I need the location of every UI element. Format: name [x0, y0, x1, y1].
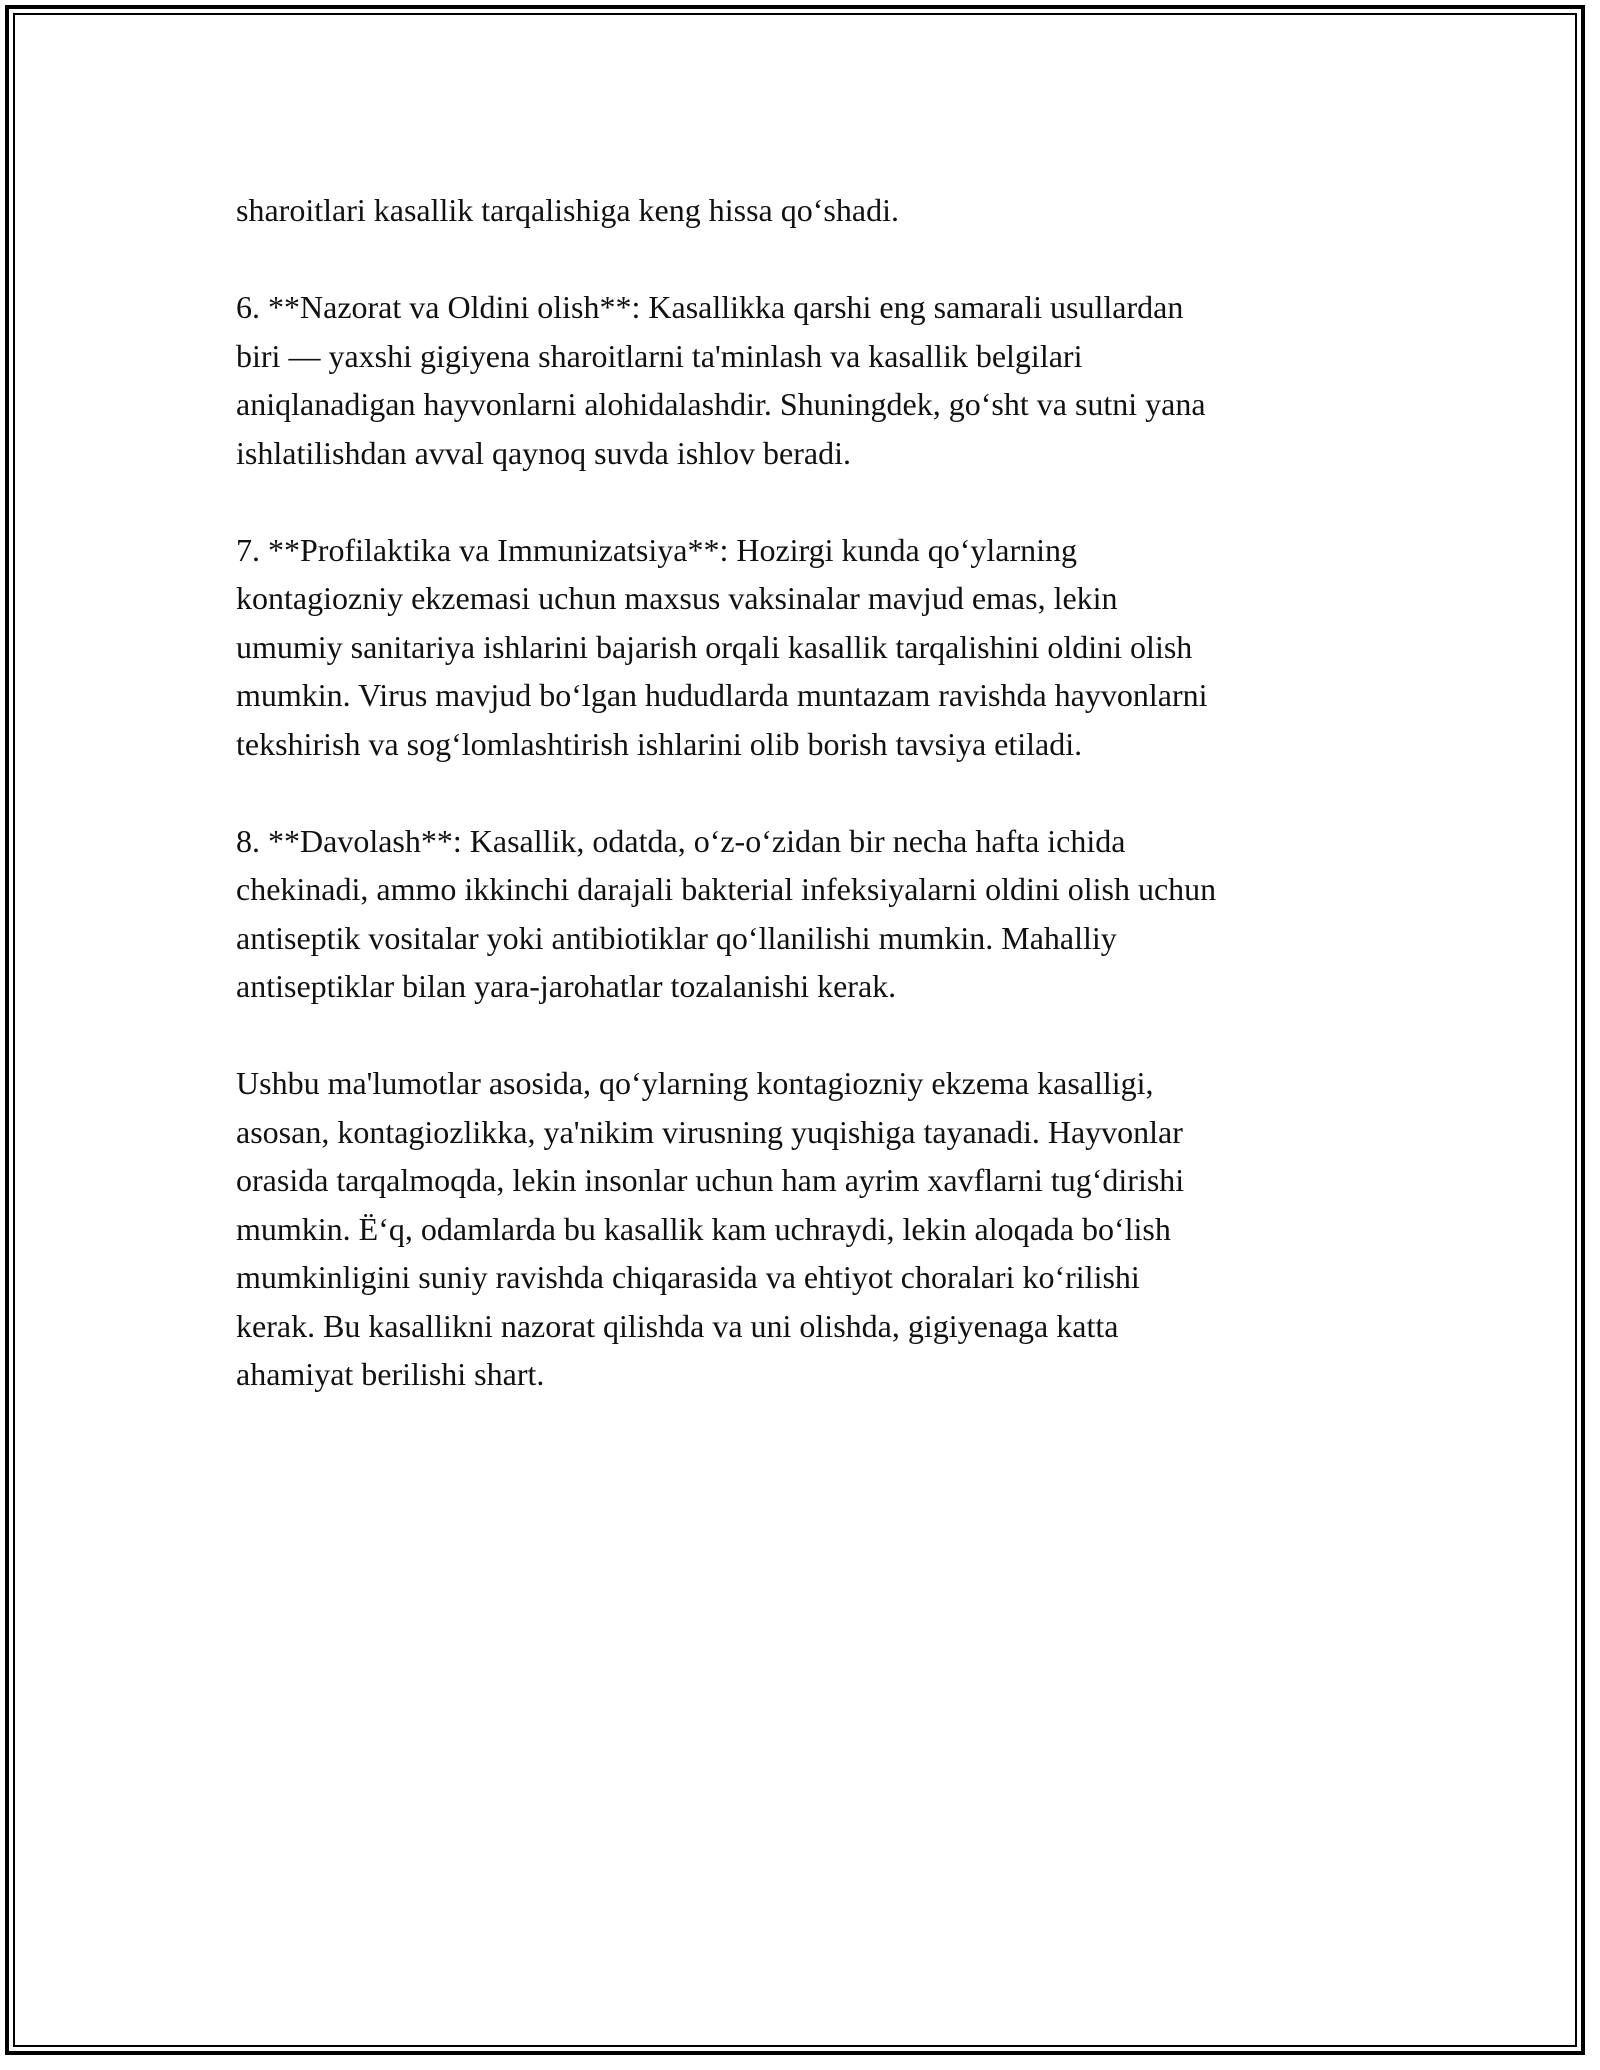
paragraph-prophylaxis-immunization: 7. **Profilaktika va Immunizatsiya**: Hozirgi kunda qo‘ylarning kontagiozniy ekzemasi uchun maxsus vaksinalar mavjud emas, lekin umumiy sanitariya ishlarini bajarish orqali kasallik tarqalishini oldini olish mumkin. Virus mavjud bo‘lgan hududlarda muntazam ravishda hayvonlarni tekshirish va sog‘lomlashtirish ishlarini olib borish tavsiya etiladi.	[236, 531, 1208, 762]
document-body	[236, 186, 1366, 1447]
paragraph-conclusion: Ushbu ma'lumotlar asosida, qo‘ylarning kontagiozniy ekzema kasalligi, asosan, kontagiozlikka, ya'nikim virusning yuqishiga tayanadi. Hayvonlar orasida tarqalmoqda, lekin insonlar uchun ham ayrim xavflarni tug‘dirishi mumkin. Ё‘q, odamlarda bu kasallik kam uchraydi, lekin aloqada bo‘lish mumkinligini suniy ravishda chiqarasida va ehtiyot choralari ko‘rilishi kerak. Bu kasallikni nazorat qilishda va uni olishda, gigiyenaga katta ahamiyat berilishi shart.	[236, 1065, 1185, 1392]
paragraph-control-prevention: 6. **Nazorat va Oldini olish**: Kasallikka qarshi eng samarali usullardan biri — yaxshi gigiyena sharoitlarni ta'minlash va kasallik belgilari aniqlanadigan hayvonlarni alohidalashdir. Shuningdek, go‘sht va sutni yana ishlatilishdan avval qaynoq suvda ishlov beradi.	[236, 289, 1206, 471]
paragraph-continuation: sharoitlari kasallik tarqalishiga keng hissa qo‘shadi.	[236, 192, 899, 228]
paragraph-treatment: 8. **Davolash**: Kasallik, odatda, o‘z-o‘zidan bir necha hafta ichida chekinadi, ammo ikkinchi darajali bakterial infeksiyalarni oldini olish uchun antiseptik vositalar yoki antibiotiklar qo‘llanilishi mumkin. Mahalliy antiseptiklar bilan yara-jarohatlar tozalanishi kerak.	[236, 822, 1217, 1004]
